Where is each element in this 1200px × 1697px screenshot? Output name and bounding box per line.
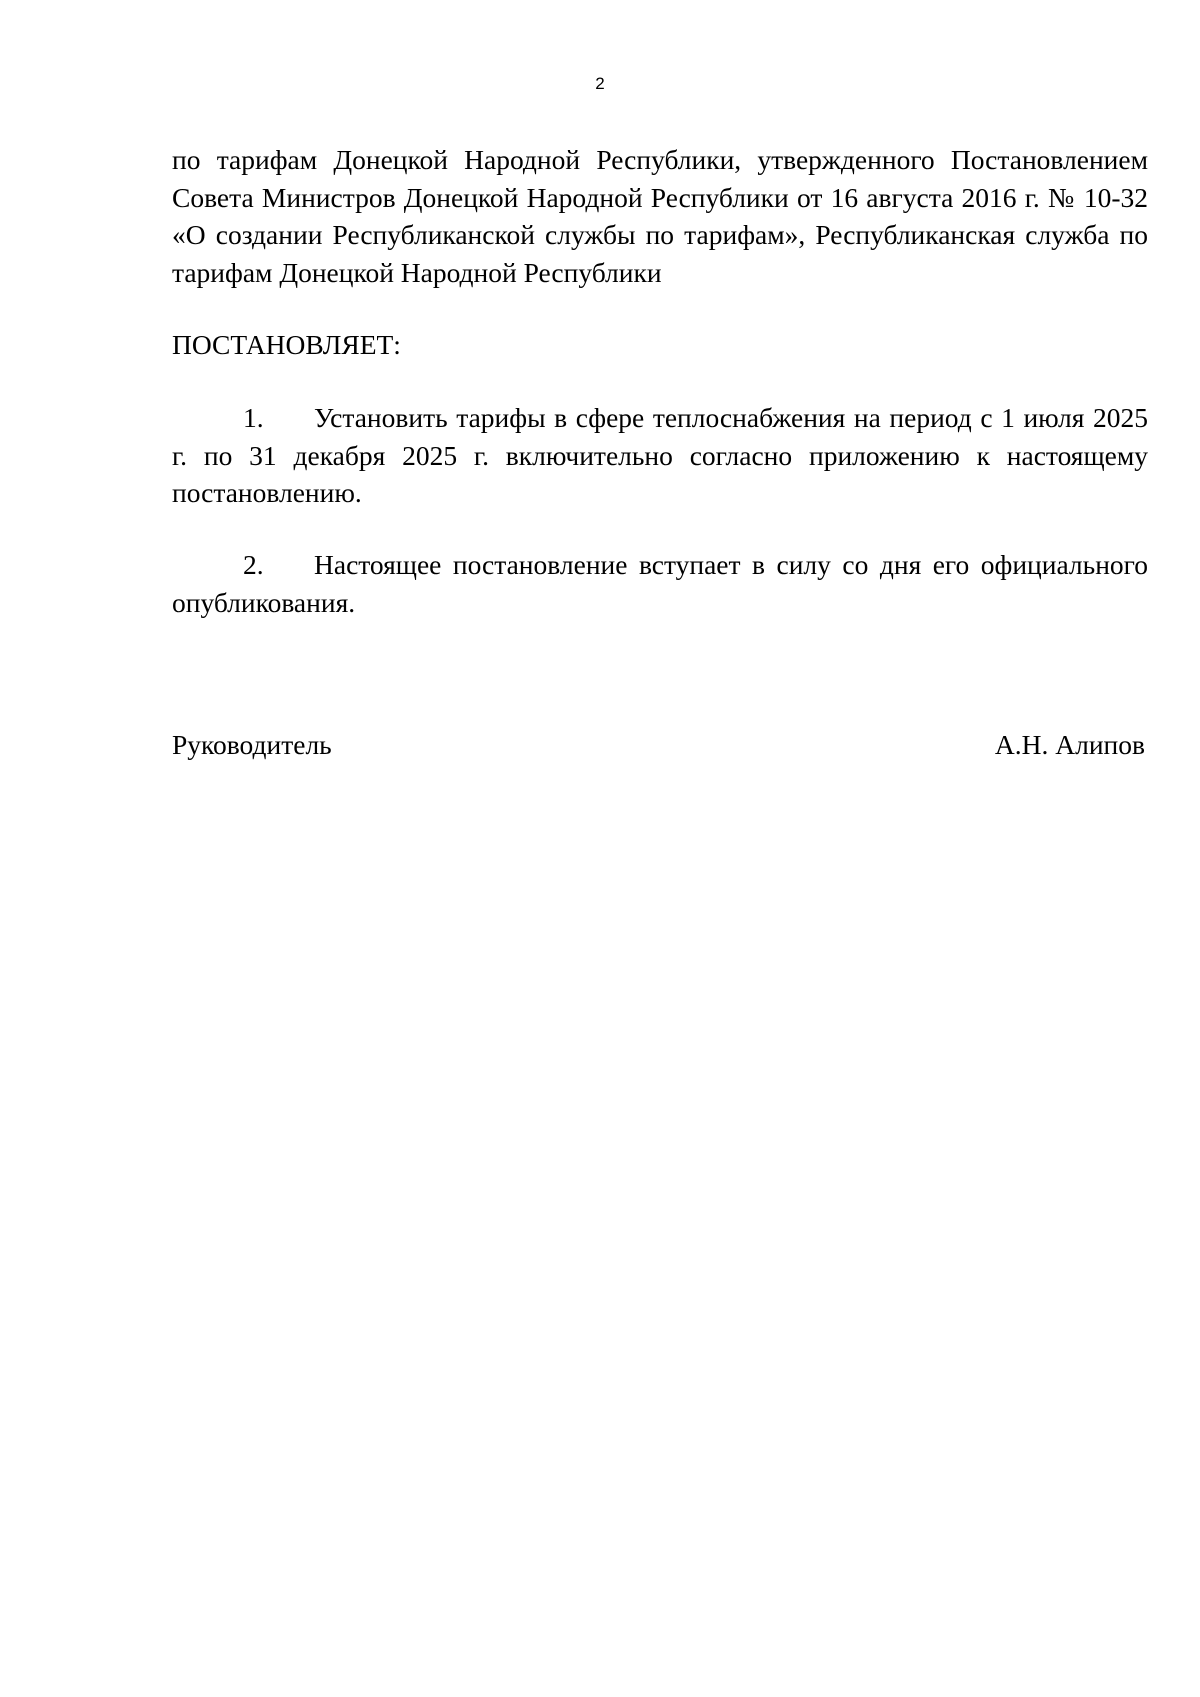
list-item-1 xyxy=(172,399,1148,512)
list-item-number: 2. xyxy=(243,549,264,580)
list-item-text: Установить тарифы в сфере теплоснабжения на период с 1 июля 2025 г. по 31 декабря 2025 г. включительно согласно приложению к настоящему постановлению. xyxy=(172,402,1148,508)
decree-heading: ПОСТАНОВЛЯЕТ: xyxy=(172,329,401,360)
list-item-number: 1. xyxy=(243,402,264,433)
signature-name: А.Н. Алипов xyxy=(994,729,1145,760)
signature-title: Руководитель xyxy=(172,729,332,760)
intro-paragraph: по тарифам Донецкой Народной Республики, утвержденного Постановлением Совета Министров Донецкой Народной Республики от 16 августа 2016 г. № 10-32 «О создании Республиканской службы по тарифам», Республиканская служба по тарифам Донецкой Народной Республики xyxy=(172,144,1148,288)
page-number: 2 xyxy=(595,74,605,93)
signature-block xyxy=(172,726,1145,764)
list-item-text: Настоящее постановление вступает в силу со дня его официального опубликования. xyxy=(172,549,1148,618)
list-item-2 xyxy=(172,546,1148,621)
